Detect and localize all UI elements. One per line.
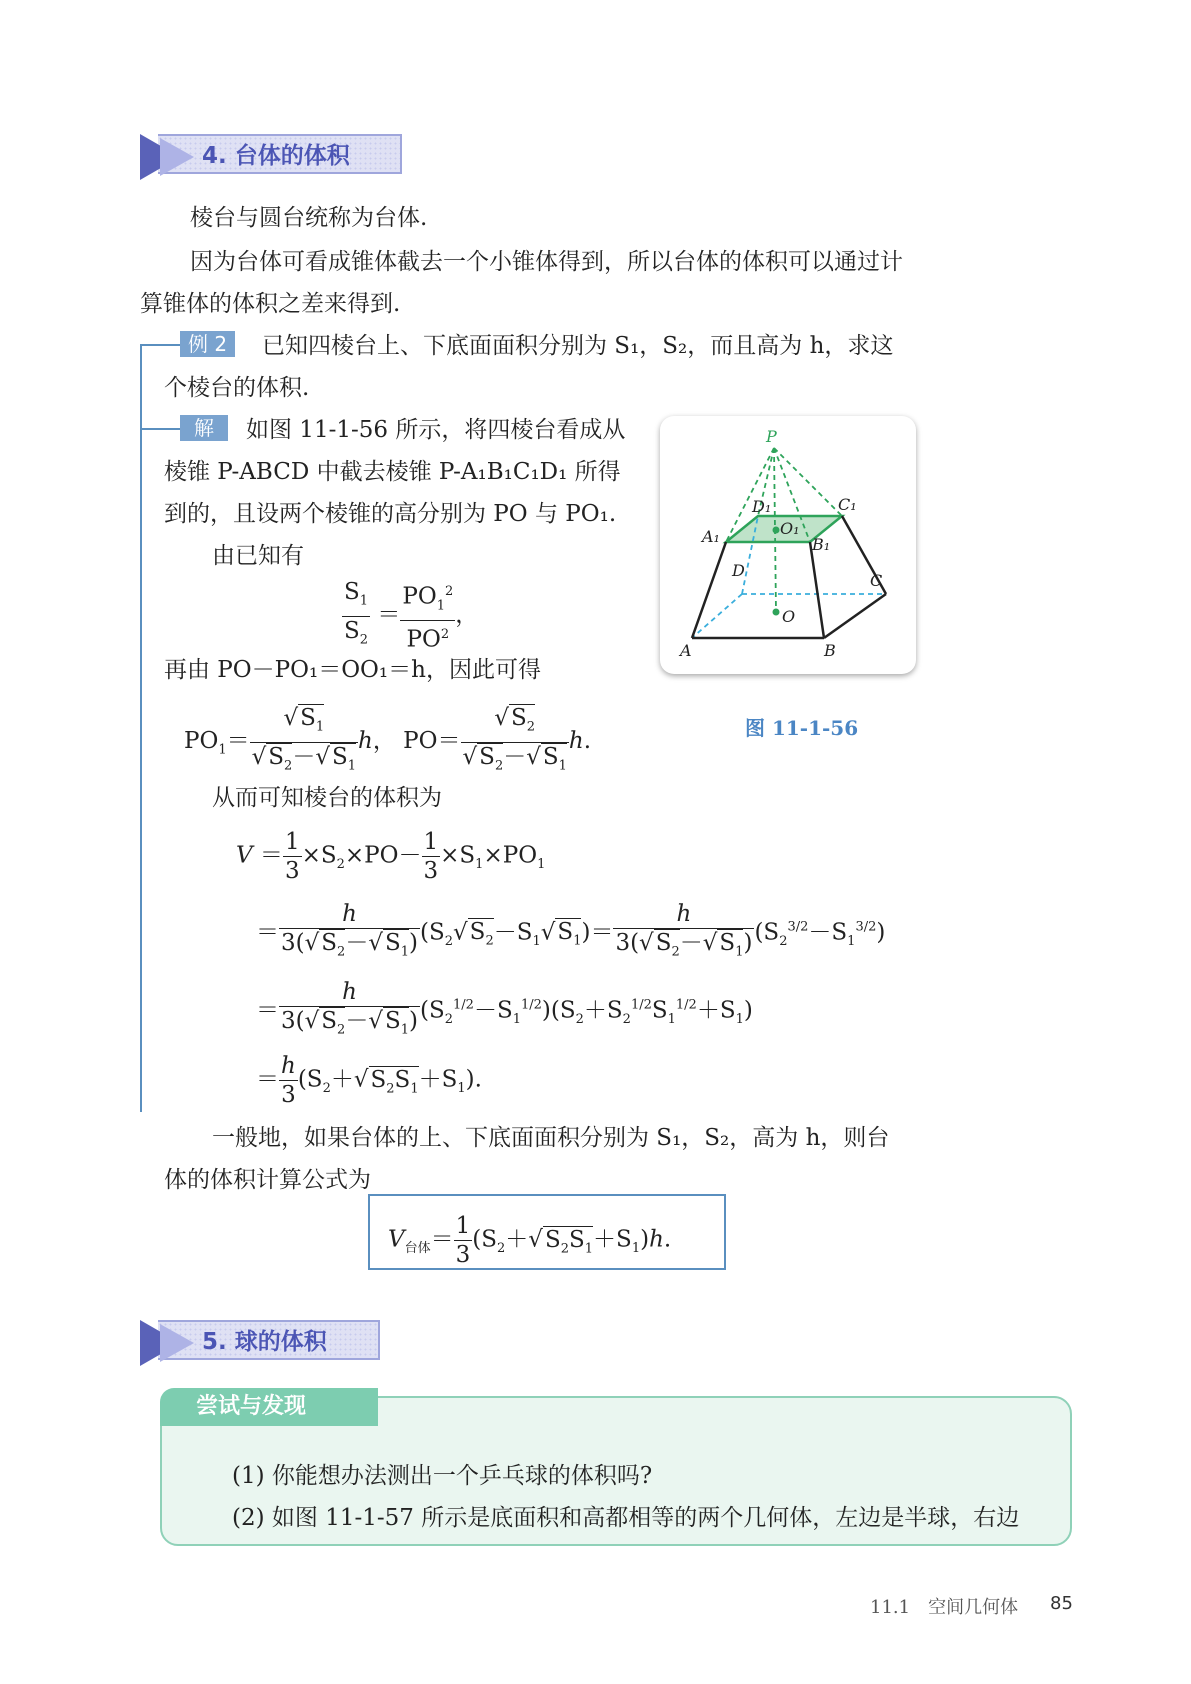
label-a: A bbox=[680, 641, 692, 660]
example-line-2: 个棱台的体积. bbox=[164, 375, 310, 401]
footer-chapter: 11.1 空间几何体 bbox=[870, 1597, 1019, 1618]
try-discover-title: 尝试与发现 bbox=[160, 1388, 378, 1426]
solution-line-4: 由已知有 bbox=[212, 543, 304, 569]
example-line-1: 已知四棱台上、下底面面积分别为 S₁，S₂，而且高为 h，求这 bbox=[262, 333, 894, 359]
general-line-2: 体的体积计算公式为 bbox=[164, 1167, 371, 1193]
volume-step-4: ＝ $\frac{h}{3}$ $(S_2+√S_2S_1+S_1)$. bbox=[256, 1053, 482, 1108]
example-bracket-tick bbox=[140, 344, 180, 346]
page-number: 85 bbox=[1050, 1593, 1073, 1614]
solution-tag: 解 bbox=[180, 415, 228, 441]
paragraph-1: 棱台与圆台统称为台体. bbox=[190, 205, 428, 231]
label-o1: O₁ bbox=[780, 519, 800, 538]
label-d1: D₁ bbox=[752, 497, 772, 516]
paragraph-2-line-1: 因为台体可看成锥体截去一个小锥体得到，所以台体的体积可以通过计 bbox=[190, 249, 903, 275]
figure-caption: 图 11-1-56 bbox=[745, 716, 859, 740]
frustum-diagram bbox=[660, 416, 916, 674]
example-tag: 例 2 bbox=[180, 331, 235, 357]
figure-11-1-56 bbox=[660, 416, 916, 674]
try-item-2: (2) 如图 11-1-57 所示是底面积和高都相等的两个几何体，左边是半球，右边 bbox=[232, 1505, 1020, 1531]
general-line-1: 一般地，如果台体的上、下底面面积分别为 S₁，S₂，高为 h，则台 bbox=[212, 1125, 890, 1151]
label-a1: A₁ bbox=[702, 527, 720, 546]
solution-bracket-tick bbox=[140, 428, 180, 430]
section-arrow-light-icon bbox=[160, 1324, 194, 1362]
label-b: B bbox=[824, 641, 836, 660]
section-5-header bbox=[140, 1320, 380, 1366]
ratio-equation: $\frac{S_1}{S_2}$ ＝ $\frac{PO_1^2}{PO^2}$ ， bbox=[344, 579, 479, 654]
example-bracket-line bbox=[140, 344, 142, 1112]
heights-equation: $PO_1=$ $\frac{√S_1}{√S_2-√S_1}$ h， PO＝ $\frac{√S_2}{√S_2-√S_1}$ h. bbox=[184, 705, 592, 774]
solution-line-5: 再由 PO－PO₁＝OO₁＝h，因此可得 bbox=[164, 657, 541, 683]
label-d: D bbox=[732, 561, 745, 580]
label-o: O bbox=[782, 607, 796, 626]
section-4-header bbox=[140, 134, 402, 180]
solution-line-6: 从而可知棱台的体积为 bbox=[212, 785, 442, 811]
solution-line-3: 到的，且设两个棱锥的高分别为 PO 与 PO₁. bbox=[164, 501, 617, 527]
label-c: C bbox=[870, 571, 883, 590]
formula-box bbox=[368, 1194, 726, 1270]
section-arrow-light-icon bbox=[160, 138, 194, 176]
paragraph-2-line-2: 算锥体的体积之差来得到. bbox=[140, 291, 401, 317]
label-c1: C₁ bbox=[838, 495, 857, 514]
solution-line-2: 棱锥 P-ABCD 中截去棱锥 P-A₁B₁C₁D₁ 所得 bbox=[164, 459, 621, 485]
label-p: P bbox=[766, 427, 777, 446]
volume-step-3: ＝ $\frac{h}{3(√S_2-√S_1)}$ $(S_2^{1/2}-S_1^{1/2})(S_2+S_2^{1/2}S_1^{1/2}+S_1)$ bbox=[256, 979, 753, 1038]
volume-step-2: ＝ $\frac{h}{3(√S_2-√S_1)}$ $(S_2√S_2-S_1√S_1)=$ $\frac{h}{3(√S_2-√S_1)}$ $(S_2^{3/2}-S_1^{3/2})$ bbox=[256, 901, 886, 960]
label-b1: B₁ bbox=[812, 535, 831, 554]
section-4-title: 4. 台体的体积 bbox=[158, 134, 402, 174]
try-item-1: (1) 你能想办法测出一个乒乓球的体积吗? bbox=[232, 1463, 653, 1489]
frustum-volume-formula: $V_{台体}=$ $\frac{1}{3}$ $(S_2+√S_2S_1+S_1)h$. bbox=[388, 1213, 672, 1268]
solution-line-1: 如图 11-1-56 所示，将四棱台看成从 bbox=[246, 417, 626, 443]
section-5-title: 5. 球的体积 bbox=[158, 1320, 380, 1360]
volume-step-1: V ＝ $\frac{1}{3}$ $\times S_2\times PO-$ $\frac{1}{3}$ $\times S_1\times PO_1$ bbox=[236, 829, 546, 884]
